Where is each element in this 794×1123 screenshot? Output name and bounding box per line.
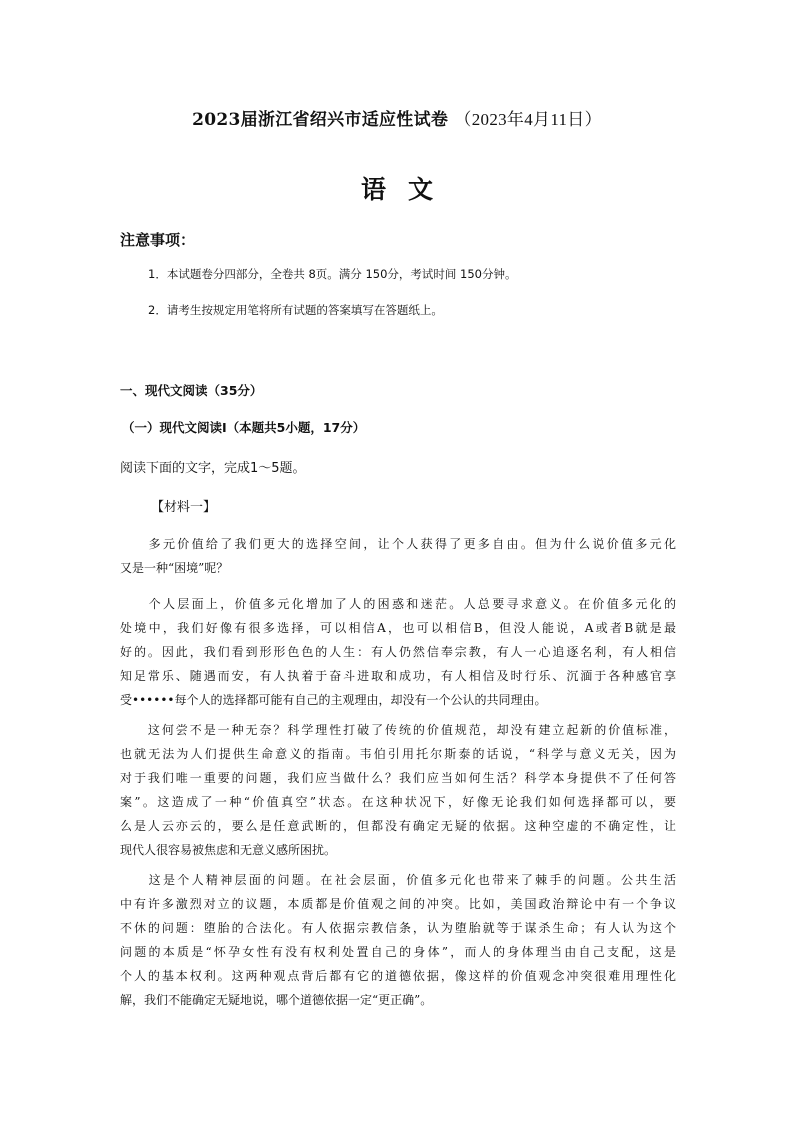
text-line: 受••••••每个人的选择都可能有自己的主观理由，却没有一个公认的共同理由。 <box>120 693 547 707</box>
paragraph <box>120 868 676 1012</box>
text-line: 知足常乐、随遇而安，有人执着于奋斗进取和成功，有人相信及时行乐、沉湎于各种感官享 <box>120 669 676 683</box>
material-label: 【材料一】 <box>151 500 217 515</box>
text-line: 个人层面上，价值多元化增加了人的困惑和迷茫。人总要寻求意义。在价值多元化的 <box>120 597 676 611</box>
text-line: 好的。因此，我们看到形形色色的人生：有人仍然信奉宗教，有人一心追逐名利，有人相信 <box>120 645 676 659</box>
text-line: 多元价值给了我们更大的选择空间，让个人获得了更多自由。但为什么说价值多元化 <box>120 537 676 551</box>
text-line: 也就无法为人们提供生命意义的指南。韦伯引用托尔斯泰的话说，“科学与意义无关，因为 <box>120 747 676 761</box>
text-line: 个人的基本权利。这两种观点背后都有它的道德依据，像这样的价值观念冲突很难用理性化 <box>120 969 676 983</box>
text-line: 问题的本质是“怀孕女性有没有权利处置自己的身体”，而人的身体理当由自己支配，这是 <box>120 945 676 959</box>
text-line: 中有许多激烈对立的议题，本质都是价值观之间的冲突。比如，美国政治辩论中有一个争议 <box>120 897 676 911</box>
subsection-heading: （一）现代文阅读Ⅰ（本题共5小题，17分） <box>122 420 366 435</box>
text-line: 这是个人精神层面的问题。在社会层面，价值多元化也带来了棘手的问题。公共生活 <box>120 873 676 887</box>
text-line: 现代人很容易被焦虑和无意义感所困扰。 <box>120 843 337 857</box>
text-line: 么是人云亦云的，要么是任意武断的，但都没有确定无疑的依据。这种空虚的不确定性，让 <box>120 819 676 833</box>
exam-title <box>0 105 794 130</box>
text-line: 这何尝不是一种无奈？科学理性打破了传统的价值规范，却没有建立起新的价值标准， <box>120 723 676 737</box>
text-line: 又是一种“困境”呢？ <box>120 561 229 575</box>
notice-item: 2．请考生按规定用笔将所有试题的答案填写在答题纸上。 <box>148 303 443 317</box>
text-line: 不休的问题：堕胎的合法化。有人依据宗教信条，认为堕胎就等于谋杀生命；有人认为这个 <box>120 921 676 935</box>
text-line: 案”。这造成了一种“价值真空”状态。在这种状况下，好像无论我们如何选择都可以，要 <box>120 795 676 809</box>
text-line: 处境中，我们好像有很多选择，可以相信A，也可以相信B，但没人能说，A或者B就是最 <box>120 621 676 635</box>
text-line: 对于我们唯一重要的问题，我们应当做什么？我们应当如何生活？科学本身提供不了任何答 <box>120 771 676 785</box>
text-line: 解，我们不能确定无疑地说，哪个道德依据一定“更正确”。 <box>120 993 433 1007</box>
paragraph <box>120 718 676 862</box>
exam-date: （2023年4月11日） <box>454 110 602 129</box>
instruction-text: 阅读下面的文字，完成1～5题。 <box>120 461 306 476</box>
paragraph <box>120 592 676 712</box>
notice-item: 1．本试题卷分四部分，全卷共 8页。满分 150分，考试时间 150分钟。 <box>148 267 517 281</box>
exam-title-text: 2023届浙江省绍兴市适应性试卷 <box>192 110 449 130</box>
notice-heading: 注意事项： <box>120 231 196 249</box>
subject-heading: 语文 <box>360 175 455 204</box>
section-heading: 一、现代文阅读（35分） <box>120 383 263 398</box>
paragraph <box>120 532 676 580</box>
